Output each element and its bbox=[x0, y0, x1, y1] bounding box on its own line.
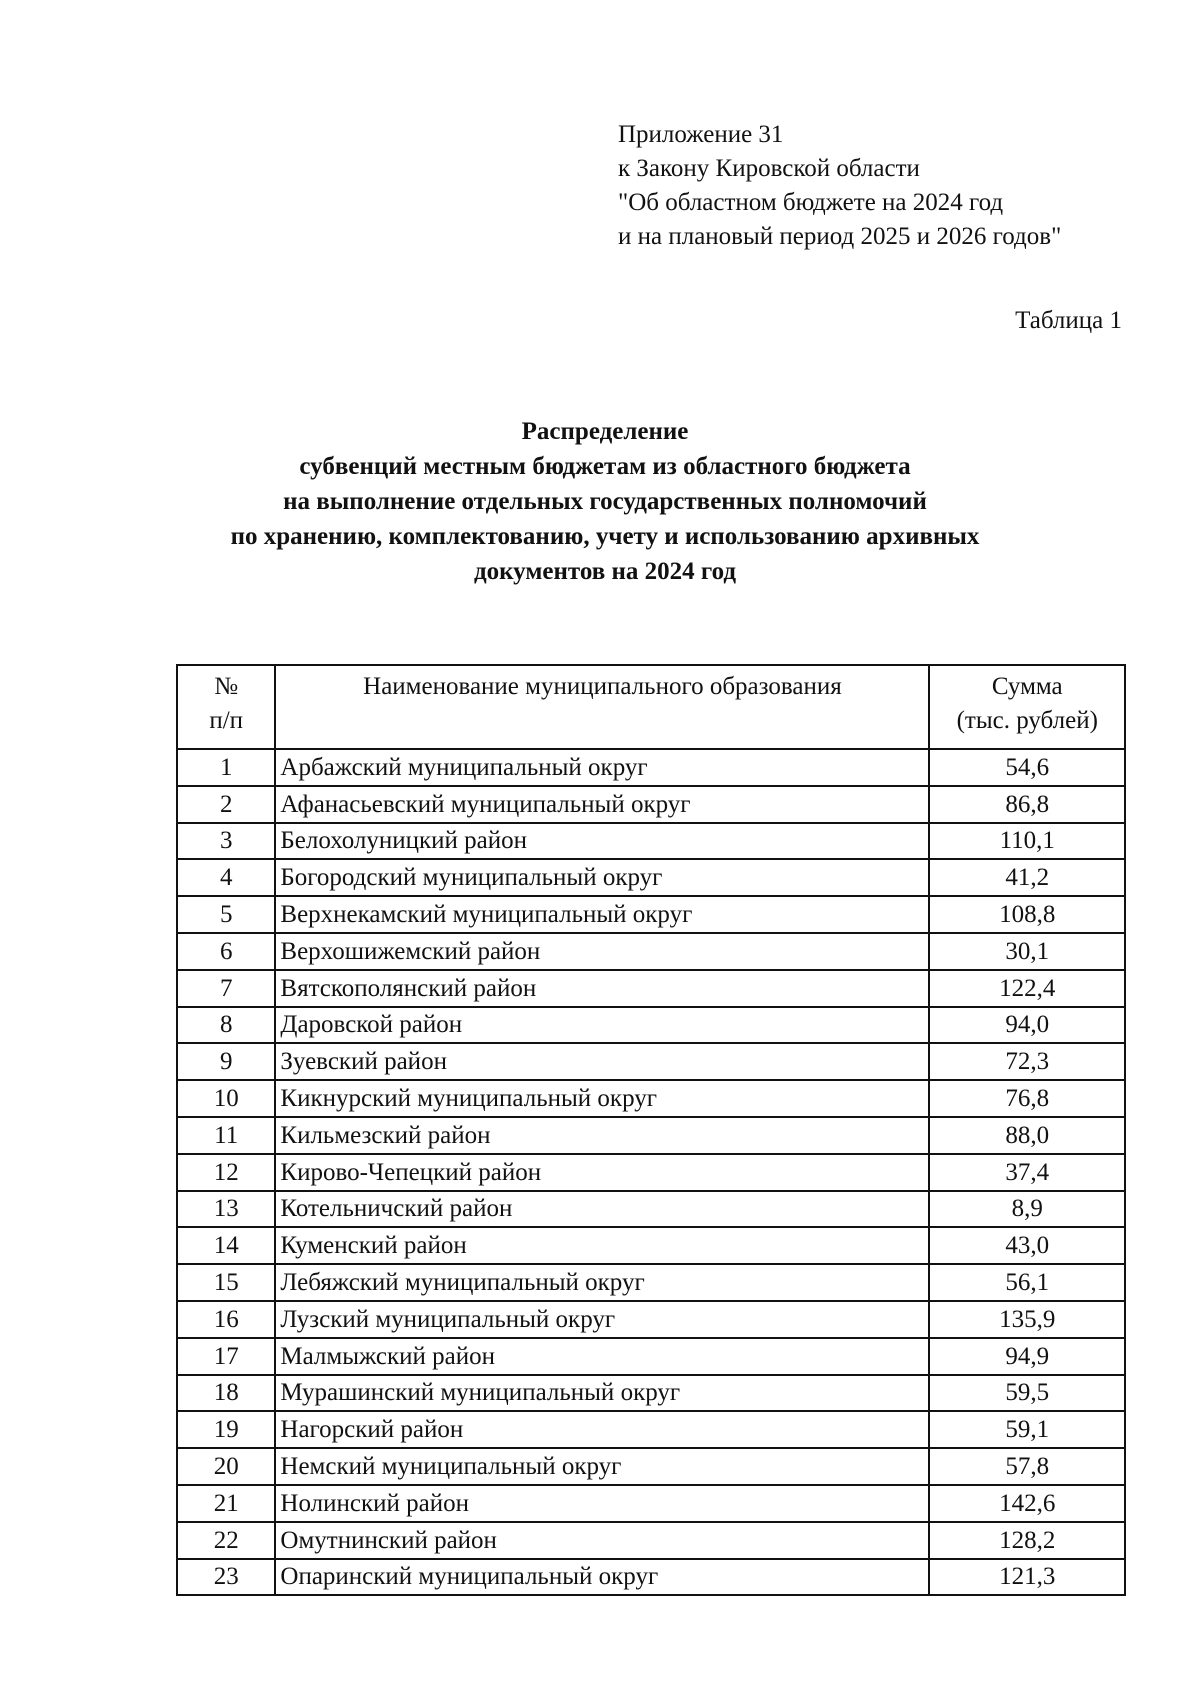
table-row bbox=[177, 1375, 1125, 1412]
row-number: 15 bbox=[177, 1264, 275, 1301]
row-sum: 41,2 bbox=[929, 859, 1125, 896]
table-body bbox=[177, 749, 1125, 1595]
table-row bbox=[177, 786, 1125, 823]
row-number: 21 bbox=[177, 1485, 275, 1522]
row-name: Белохолуницкий район bbox=[275, 823, 929, 860]
title-line: по хранению, комплектованию, учету и использованию архивных bbox=[230, 523, 980, 550]
row-sum: 86,8 bbox=[929, 786, 1125, 823]
appendix-line: и на плановый период 2025 и 2026 годов" bbox=[618, 223, 1062, 250]
row-name: Немский муниципальный округ bbox=[275, 1448, 929, 1485]
row-number: 3 bbox=[177, 823, 275, 860]
row-sum: 56,1 bbox=[929, 1264, 1125, 1301]
row-name: Омутнинский район bbox=[275, 1522, 929, 1559]
table-row bbox=[177, 1154, 1125, 1191]
row-sum: 121,3 bbox=[929, 1559, 1125, 1596]
row-name: Кикнурский муниципальный округ bbox=[275, 1080, 929, 1117]
row-name: Зуевский район bbox=[275, 1043, 929, 1080]
row-number: 11 bbox=[177, 1117, 275, 1154]
row-sum: 57,8 bbox=[929, 1448, 1125, 1485]
row-name: Кильмезский район bbox=[275, 1117, 929, 1154]
row-name: Малмыжский район bbox=[275, 1338, 929, 1375]
table-row bbox=[177, 970, 1125, 1007]
row-sum: 88,0 bbox=[929, 1117, 1125, 1154]
header-number-line2: п/п bbox=[209, 707, 244, 734]
row-sum: 142,6 bbox=[929, 1485, 1125, 1522]
table-row bbox=[177, 1080, 1125, 1117]
table-row bbox=[177, 1007, 1125, 1044]
header-name: Наименование муниципального образования bbox=[275, 665, 929, 749]
table-row bbox=[177, 749, 1125, 786]
row-number: 18 bbox=[177, 1375, 275, 1412]
table-row bbox=[177, 1448, 1125, 1485]
row-sum: 94,0 bbox=[929, 1007, 1125, 1044]
table-row bbox=[177, 1117, 1125, 1154]
table-row bbox=[177, 1043, 1125, 1080]
header-sum bbox=[929, 665, 1125, 749]
row-name: Куменский район bbox=[275, 1227, 929, 1264]
table-row bbox=[177, 859, 1125, 896]
table-row bbox=[177, 1191, 1125, 1228]
table-row bbox=[177, 1301, 1125, 1338]
document-title bbox=[150, 414, 1060, 589]
row-name: Мурашинский муниципальный округ bbox=[275, 1375, 929, 1412]
row-name: Вятскополянский район bbox=[275, 970, 929, 1007]
row-name: Даровской район bbox=[275, 1007, 929, 1044]
row-number: 9 bbox=[177, 1043, 275, 1080]
row-number: 16 bbox=[177, 1301, 275, 1338]
row-sum: 54,6 bbox=[929, 749, 1125, 786]
row-sum: 8,9 bbox=[929, 1191, 1125, 1228]
row-sum: 43,0 bbox=[929, 1227, 1125, 1264]
row-number: 5 bbox=[177, 896, 275, 933]
title-line: Распределение bbox=[521, 418, 689, 445]
row-number: 1 bbox=[177, 749, 275, 786]
row-number: 20 bbox=[177, 1448, 275, 1485]
row-name: Нагорский район bbox=[275, 1411, 929, 1448]
row-number: 17 bbox=[177, 1338, 275, 1375]
header-number-line1: № bbox=[214, 673, 239, 700]
title-line: документов на 2024 год bbox=[473, 558, 737, 585]
row-number: 19 bbox=[177, 1411, 275, 1448]
appendix-line: "Об областном бюджете на 2024 год bbox=[618, 189, 1004, 216]
table-row bbox=[177, 1559, 1125, 1596]
row-name: Лебяжский муниципальный округ bbox=[275, 1264, 929, 1301]
row-name: Лузский муниципальный округ bbox=[275, 1301, 929, 1338]
table-row bbox=[177, 1485, 1125, 1522]
row-sum: 135,9 bbox=[929, 1301, 1125, 1338]
row-sum: 110,1 bbox=[929, 823, 1125, 860]
row-number: 10 bbox=[177, 1080, 275, 1117]
row-name: Опаринский муниципальный округ bbox=[275, 1559, 929, 1596]
row-number: 7 bbox=[177, 970, 275, 1007]
row-number: 4 bbox=[177, 859, 275, 896]
row-sum: 30,1 bbox=[929, 933, 1125, 970]
row-name: Кирово-Чепецкий район bbox=[275, 1154, 929, 1191]
row-name: Арбажский муниципальный округ bbox=[275, 749, 929, 786]
table-header-row bbox=[177, 665, 1125, 749]
title-line: субвенций местным бюджетам из областного бюджета bbox=[299, 453, 911, 480]
row-number: 8 bbox=[177, 1007, 275, 1044]
row-number: 6 bbox=[177, 933, 275, 970]
row-name: Верхошижемский район bbox=[275, 933, 929, 970]
row-name: Богородский муниципальный округ bbox=[275, 859, 929, 896]
table-row bbox=[177, 823, 1125, 860]
row-number: 13 bbox=[177, 1191, 275, 1228]
row-sum: 59,1 bbox=[929, 1411, 1125, 1448]
title-line: на выполнение отдельных государственных полномочий bbox=[283, 488, 927, 515]
table-row bbox=[177, 1264, 1125, 1301]
row-sum: 94,9 bbox=[929, 1338, 1125, 1375]
header-sum-line1: Сумма bbox=[991, 673, 1063, 700]
row-name: Афанасьевский муниципальный округ bbox=[275, 786, 929, 823]
table-row bbox=[177, 933, 1125, 970]
table-row bbox=[177, 896, 1125, 933]
row-name: Котельничский район bbox=[275, 1191, 929, 1228]
row-sum: 108,8 bbox=[929, 896, 1125, 933]
row-number: 12 bbox=[177, 1154, 275, 1191]
table-row bbox=[177, 1522, 1125, 1559]
row-name: Верхнекамский муниципальный округ bbox=[275, 896, 929, 933]
header-number bbox=[177, 665, 275, 749]
row-sum: 76,8 bbox=[929, 1080, 1125, 1117]
table-label: Таблица 1 bbox=[1015, 307, 1122, 334]
appendix-line: Приложение 31 bbox=[618, 121, 784, 148]
table-row bbox=[177, 1411, 1125, 1448]
row-sum: 59,5 bbox=[929, 1375, 1125, 1412]
header-sum-line2: (тыс. рублей) bbox=[956, 707, 1098, 734]
subvention-table bbox=[176, 664, 1126, 1596]
row-sum: 72,3 bbox=[929, 1043, 1125, 1080]
appendix-block bbox=[618, 118, 1061, 254]
appendix-line: к Закону Кировской области bbox=[618, 155, 920, 182]
row-sum: 128,2 bbox=[929, 1522, 1125, 1559]
row-number: 14 bbox=[177, 1227, 275, 1264]
table-row bbox=[177, 1338, 1125, 1375]
table-row bbox=[177, 1227, 1125, 1264]
row-number: 2 bbox=[177, 786, 275, 823]
row-number: 23 bbox=[177, 1559, 275, 1596]
row-sum: 122,4 bbox=[929, 970, 1125, 1007]
row-sum: 37,4 bbox=[929, 1154, 1125, 1191]
row-name: Нолинский район bbox=[275, 1485, 929, 1522]
row-number: 22 bbox=[177, 1522, 275, 1559]
